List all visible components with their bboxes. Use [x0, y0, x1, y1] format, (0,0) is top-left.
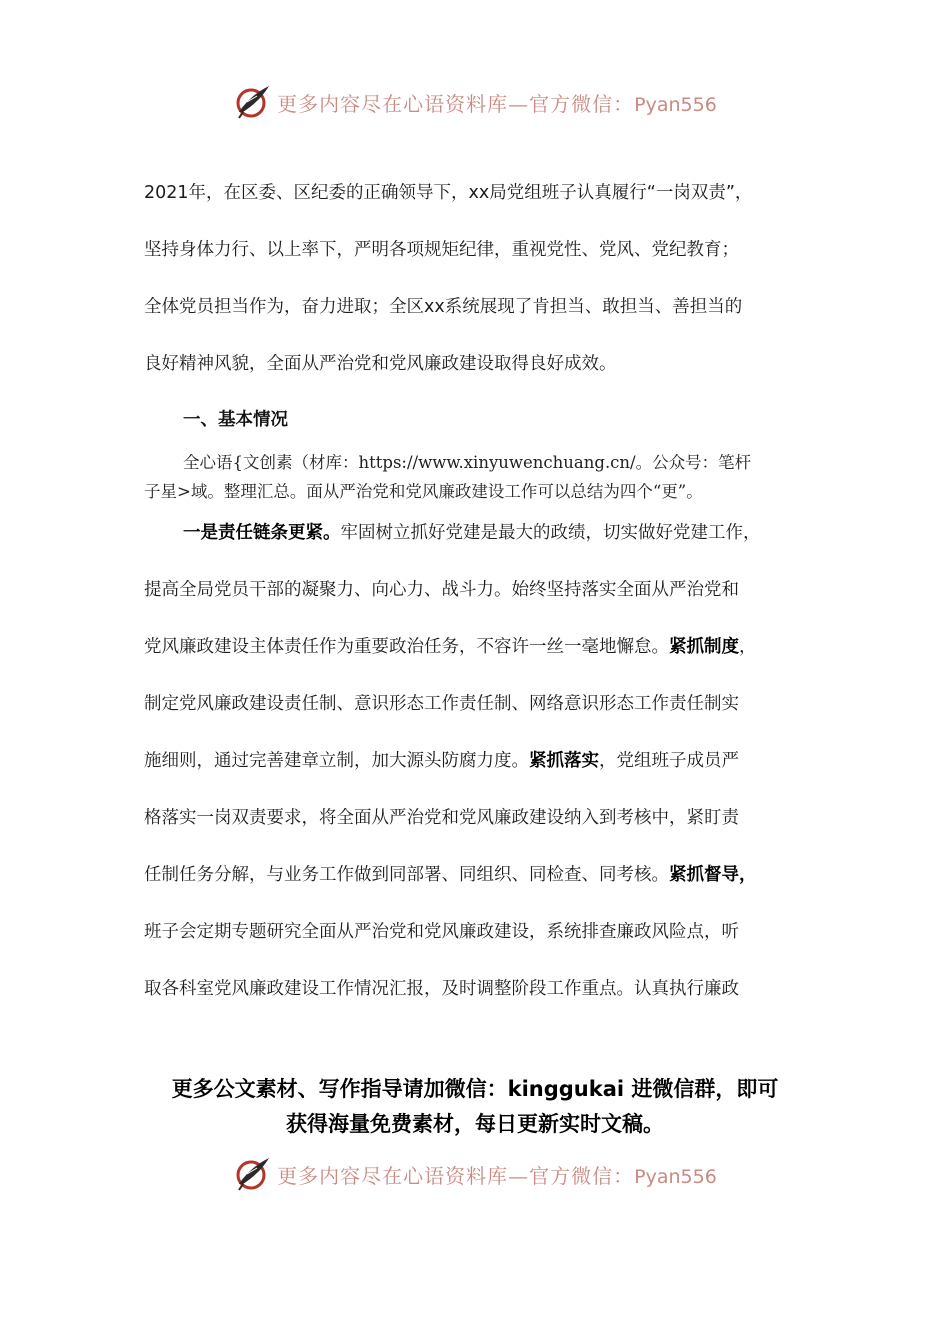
- section-heading: 一、基本情况: [183, 410, 288, 430]
- banner-text: 更多内容尽在心语资料库—官方微信：Pyan556: [277, 1163, 717, 1188]
- paragraph1-line-2: 坚持身体力行、以上率下，严明各项规矩纪律，重视党性、党风、党纪教育；: [144, 240, 739, 260]
- paragraph2-line-6: 格落实一岗双责要求，将全面从严治党和党风廉政建设纳入到考核中，紧盯责: [144, 808, 739, 828]
- paragraph2-line-4: 制定党风廉政建设责任制、意识形态工作责任制、网络意识形态工作责任制实: [144, 694, 739, 714]
- paragraph1-line-1: 2021年，在区委、区纪委的正确领导下，xx局党组班子认真履行“一岗双责”，: [144, 183, 753, 203]
- paragraph2-line-3: 党风廉政建设主体责任作为重要政治任务，不容许一丝一毫地懈怠。紧抓制度，: [144, 637, 757, 657]
- source-note-line-1: 全心语{文创素（材库：https://www.xinyuwenchuang.cn/。公众号：笔杆: [183, 453, 752, 472]
- quill-pen-logo-icon: [233, 82, 273, 122]
- paragraph2-line-1: 一是责任链条更紧。牢固树立抓好党建是最大的政绩，切实做好党建工作，: [183, 523, 761, 543]
- footer-banner: [0, 1152, 950, 1196]
- paragraph2-line-2: 提高全局党员干部的凝聚力、向心力、战斗力。始终坚持落实全面从严治党和: [144, 580, 739, 600]
- bold-lead-responsibility: 一是责任链条更紧。: [183, 523, 341, 543]
- banner-text: 更多内容尽在心语资料库—官方微信：Pyan556: [277, 91, 717, 116]
- header-banner: [0, 80, 950, 124]
- promo-line-1: 更多公文素材、写作指导请加微信：kinggukai 进微信群，即可: [171, 1077, 779, 1101]
- paragraph2-line-9: 取各科室党风廉政建设工作情况汇报，及时调整阶段工作重点。认真执行廉政: [144, 979, 739, 999]
- paragraph2-line-7: 任制任务分解，与业务工作做到同部署、同组织、同检查、同考核。紧抓督导，: [144, 865, 757, 885]
- bold-implement: 紧抓落实: [529, 751, 599, 771]
- source-note-line-2: 子星>域。整理汇总。面从严治党和党风廉政建设工作可以总结为四个“更”。: [144, 482, 703, 501]
- bold-system: 紧抓制度: [669, 637, 739, 657]
- paragraph2-line-8: 班子会定期专题研究全面从严治党和党风廉政建设，系统排查廉政风险点，听: [144, 922, 739, 942]
- paragraph2-line-5: 施细则，通过完善建章立制，加大源头防腐力度。紧抓落实，党组班子成员严: [144, 751, 739, 771]
- quill-pen-logo-icon: [233, 1154, 273, 1194]
- promo-line-2: 获得海量免费素材，每日更新实时文稿。: [286, 1112, 664, 1136]
- bold-supervise: 紧抓督导，: [669, 865, 757, 885]
- paragraph1-line-4: 良好精神风貌，全面从严治党和党风廉政建设取得良好成效。: [144, 354, 617, 374]
- paragraph1-line-3: 全体党员担当作为，奋力进取；全区xx系统展现了肯担当、敢担当、善担当的: [144, 297, 743, 317]
